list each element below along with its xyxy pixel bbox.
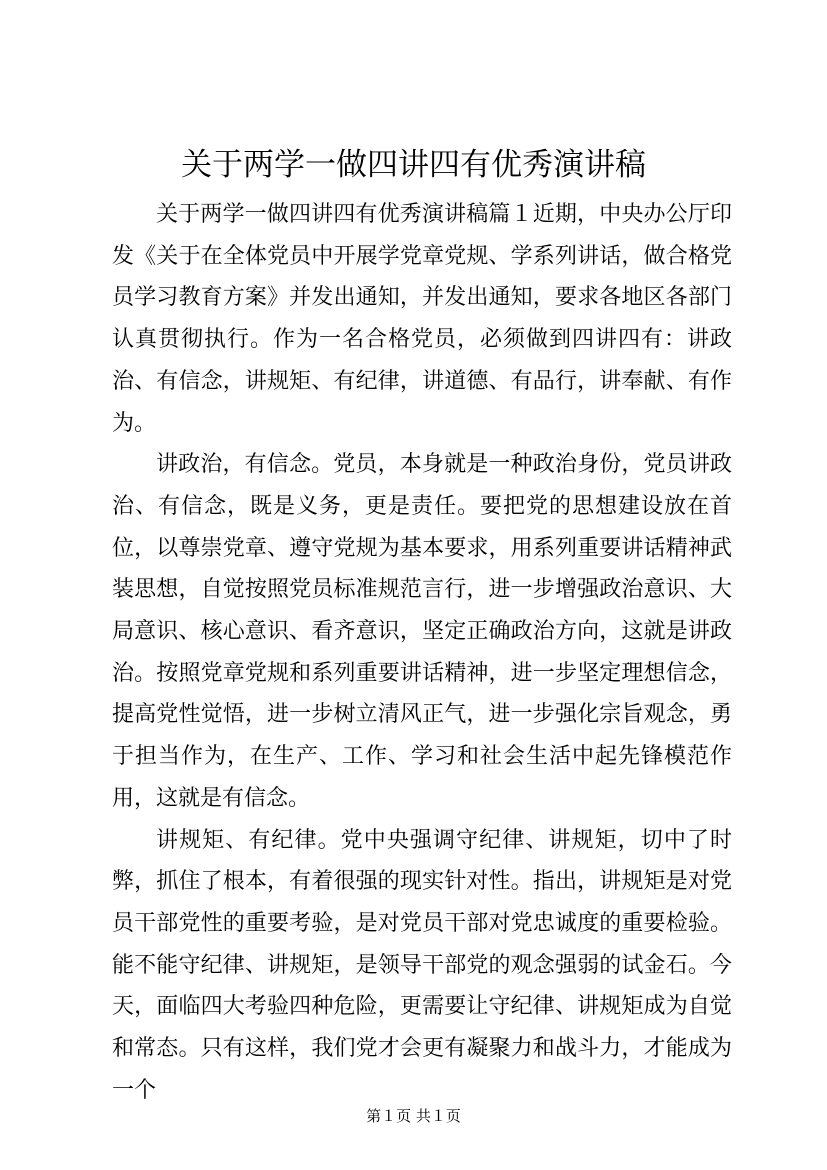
paragraph-politics: 讲政治，有信念。党员，本身就是一种政治身份，党员讲政治、有信念，既是义务，更是责任。要把党的思想建设放在首位，以尊崇党章、遵守党规为基本要求，用系列重要讲话精神武装思想，自觉按照党员标准规范言行，进一步增强政治意识、大局意识、核心意识、看齐意识，坚定正确政治方向，这就是讲政治。按照党章党规和系列重要讲话精神，进一步坚定理想信念，提高党性觉悟，进一步树立清风正气，进一步强化宗旨观念，勇于担当作为，在生产、工作、学习和社会生活中起先锋模范作用，这就是有信念。 [112,452,732,811]
paragraph-intro: 关于两学一做四讲四有优秀演讲稿篇１近期，中央办公厅印发《关于在全体党员中开展学党章党规、学系列讲话，做合格党员学习教育方案》并发出通知，并发出通知，要求各地区各部门认真贯彻执行。作为一名合格党员，必须做到四讲四有：讲政治、有信念，讲规矩、有纪律，讲道德、有品行，讲奉献、有作为。 [112,202,732,436]
document-title: 关于两学一做四讲四有优秀演讲稿 [181,147,646,183]
page-number-footer: 第１页 共１页 [366,1107,461,1125]
document-body [112,194,732,1111]
paragraph-rules: 讲规矩、有纪律。党中央强调守纪律、讲规矩，切中了时弊，抓住了根本，有着很强的现实针对性。指出，讲规矩是对党员干部党性的重要考验，是对党员干部对党忠诚度的重要检验。能不能守纪律、讲规矩，是领导干部党的观念强弱的试金石。今天，面临四大考验四种危险，更需要让守纪律、讲规矩成为自觉和常态。只有这样，我们党才会更有凝聚力和战斗力，才能成为一个 [112,827,732,1103]
